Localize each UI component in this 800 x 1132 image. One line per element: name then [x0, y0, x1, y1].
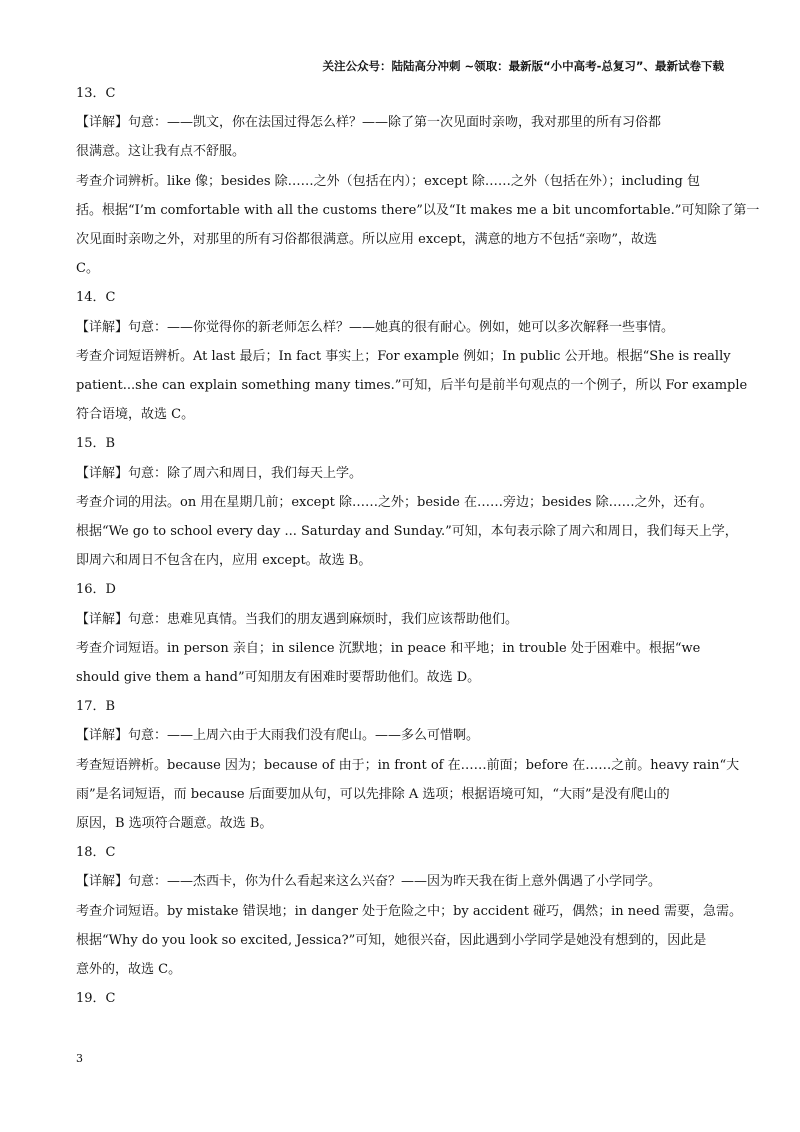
question-block [76, 838, 742, 984]
question-block [76, 575, 726, 692]
explanation-line: 考查介词短语。by mistake 错误地；in danger 处于危险之中；by accident 碰巧，偶然；in need 需要，急需。 [76, 903, 742, 919]
explanation-line: 次见面时亲吻之外，对那里的所有习俗都很满意。所以应用 except，满意的地方不包括“亲吻”，故选 [76, 232, 657, 248]
explanation-line: patient...she can explain something many times.”可知，后半句是前半句观点的一个例子，所以 For example [76, 378, 748, 394]
explanation-line: 考查短语辨析。because 因为；because of 由于；in front of 在……前面；before 在……之前。heavy rain“大 [76, 757, 740, 773]
question-block [76, 79, 760, 283]
document-body [76, 79, 760, 1014]
explanation-line: 【详解】句意：患难见真情。当我们的朋友遇到麻烦时，我们应该帮助他们。 [76, 611, 519, 627]
explanation-line: 符合语境，故选 C。 [76, 407, 195, 423]
question-answer: 14．C [76, 290, 116, 306]
question-block [76, 692, 740, 838]
explanation-line: 考查介词的用法。on 用在星期几前；except 除……之外；beside 在……旁边；besides 除……之外，还有。 [76, 494, 713, 510]
explanation-line: 【详解】句意：——凯文，你在法国过得怎么样？——除了第一次见面时亲吻，我对那里的所有习俗都 [76, 115, 662, 131]
explanation-line: 意外的，故选 C。 [76, 962, 182, 978]
explanation-line: 考查介词短语辨析。At last 最后；In fact 事实上；For example 例如；In public 公开地。根据“She is really [76, 348, 731, 364]
explanation-line: 即周六和周日不包含在内，应用 except。故选 B。 [76, 553, 372, 569]
question-answer: 19．C [76, 991, 116, 1007]
page-header: 关注公众号：陆陆高分冲刺 ~领取：最新版“小中高考-总复习”、最新试卷下载 [322, 59, 724, 73]
explanation-line: 考查介词短语。in person 亲自；in silence 沉默地；in peace 和平地；in trouble 处于困难中。根据“we [76, 640, 701, 656]
question-answer: 15．B [76, 436, 116, 452]
explanation-line: 考查介词辨析。like 像；besides 除……之外（包括在内）；except 除……之外（包括在外）；including 包 [76, 173, 701, 189]
question-answer: 17．B [76, 699, 116, 715]
question-block [76, 984, 726, 1013]
question-block [76, 283, 748, 429]
explanation-line: 很满意。这让我有点不舒服。 [76, 144, 246, 160]
explanation-line: 原因，B 选项符合题意。故选 B。 [76, 816, 273, 832]
explanation-line: 括。根据“I’m comfortable with all the customs there”以及“It makes me a bit uncomfortable.”可知除了第一 [76, 202, 760, 218]
question-block [76, 429, 738, 575]
explanation-line: 根据“We go to school every day ... Saturday and Sunday.”可知，本句表示除了周六和周日，我们每天上学， [76, 524, 738, 540]
explanation-line: 【详解】句意：除了周六和周日，我们每天上学。 [76, 465, 363, 481]
question-answer: 18．C [76, 845, 116, 861]
explanation-line: 雨”是名词短语，而 because 后面要加从句，可以先排除 A 选项；根据语境可知，“大雨”是没有爬山的 [76, 786, 670, 802]
question-answer: 16．D [76, 582, 116, 598]
explanation-line: 【详解】句意：——杰西卡，你为什么看起来这么兴奋？——因为昨天我在街上意外偶遇了小学同学。 [76, 874, 662, 890]
explanation-line: should give them a hand”可知朋友有困难时要帮助他们。故选 D。 [76, 670, 481, 686]
page-number: 3 [76, 1052, 83, 1065]
explanation-line: 根据“Why do you look so excited, Jessica?”可知，她很兴奋，因此遇到小学同学是她没有想到的，因此是 [76, 932, 707, 948]
explanation-line: C。 [76, 261, 99, 277]
explanation-line: 【详解】句意：——上周六由于大雨我们没有爬山。——多么可惜啊。 [76, 728, 480, 744]
explanation-line: 【详解】句意：——你觉得你的新老师怎么样？——她真的很有耐心。例如，她可以多次解释一些事情。 [76, 319, 675, 335]
question-answer: 13．C [76, 86, 116, 101]
